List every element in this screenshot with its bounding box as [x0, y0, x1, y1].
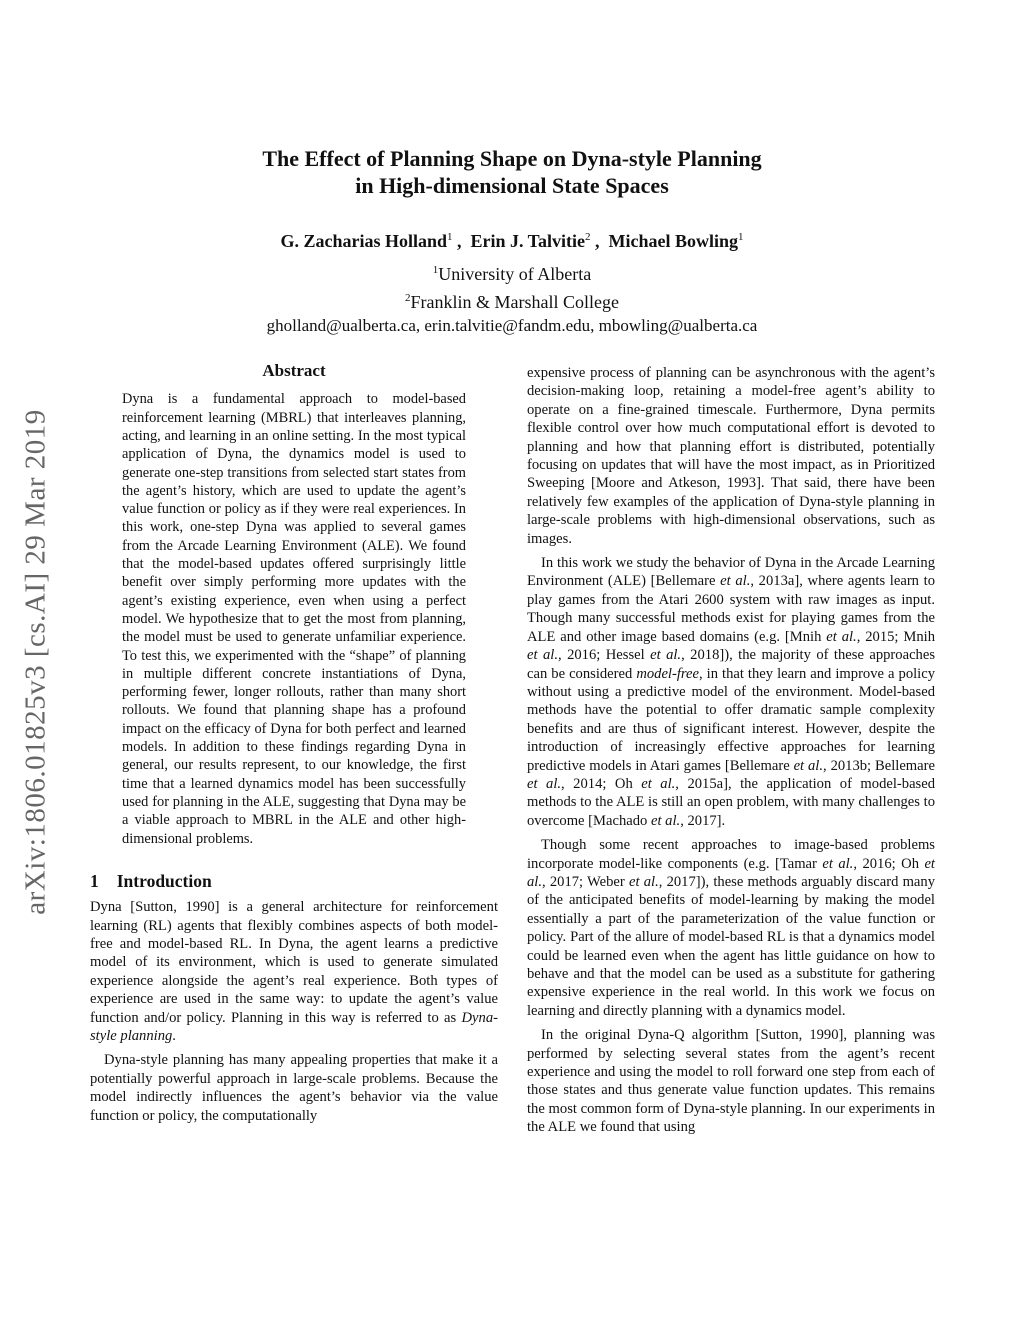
body-paragraph-3 — [527, 836, 935, 1020]
text-run: , 2014; Oh — [561, 775, 642, 792]
text-run: In this work we study the behavior of Dyna in the Arcade Learning Environment (ALE) [Bellemare — [527, 555, 935, 590]
paper-title — [0, 145, 1024, 199]
affil-mark: 1 — [432, 264, 439, 276]
text-run: Though some recent approaches to image-based problems incorporate model-like components (e.g. [Tamar — [527, 837, 935, 872]
emphasis-text: et al. — [651, 812, 681, 829]
text-run: , 2017]), these methods arguably discard many of the anticipated benefits of model-learning by making the model essentially a part of the parameterization of the value function or policy. Part of the allure of model-based RL is that a dynamics model could be learned even when the agent has little guidance on how to behave and that the model can be used as a substitute for gathering expensive experience in the real world. In this work we focus on learning and directly planning with a dynamics model. — [527, 873, 935, 1019]
text-run: , 2017; Weber — [542, 873, 629, 890]
text-run: , 2015a], the application of model-based methods to the ALE is still an open problem, with many challenges to overcome [Machado — [527, 775, 935, 829]
text-run: , 2018]), the majority of these approaches can be considered — [527, 647, 935, 682]
affil-name: Franklin & Marshall College — [410, 292, 619, 312]
right-column — [527, 364, 935, 1137]
emphasis-text: et al. — [527, 775, 562, 792]
text-run: . — [172, 1028, 176, 1045]
intro-paragraph-1 — [90, 898, 498, 1045]
author-name: Michael Bowling — [608, 231, 739, 251]
emphasis-text: et al. — [527, 855, 935, 890]
text-run: , 2013a], where agents learn to play games from the Atari 2600 system with raw images as input. Though many successful methods exist for playing games from the ALE and other image based domains (e.g. [Mnih — [527, 573, 936, 645]
emphasis-text: et al. — [650, 647, 682, 664]
left-column — [90, 362, 498, 1125]
affil-mark: 2 — [405, 292, 411, 304]
text-run: , 2016; Hessel — [557, 647, 651, 664]
title-block — [0, 145, 1024, 338]
emphasis-text: et al. — [527, 647, 558, 664]
text-run: , in that they learn and improve a policy without using a predictive model of the environment. Model-based methods have the potential to offer dramatic sample complexity benefits and are thus of significant interest. However, despite the introduction of increasingly effective approaches for learning predictive models in Atari games [Bellemare — [527, 665, 935, 774]
affiliation — [0, 258, 1024, 286]
text-run: , 2016; Oh — [853, 855, 925, 872]
emphasis-text: et al. — [822, 855, 854, 872]
emphasis-text: et al. — [641, 775, 676, 792]
emphasis-text: model-free — [636, 665, 699, 682]
emphasis-text: et al. — [628, 873, 659, 890]
affil-name: University of Alberta — [438, 264, 592, 284]
text-run: Dyna [Sutton, 1990] is a general architecture for reinforcement learning (RL) agents that flexibly combines aspects of both model-free and model-based RL. In Dyna, the agent learns a predictive model of its environment, which is used to generate simulated experience alongside the agent’s real experience. Both types of experience are used in the same way: to update the agent’s value function and/or policy. Planning in this way is referred to as — [90, 899, 498, 1026]
abstract-text: Dyna is a fundamental approach to model-based reinforcement learning (MBRL) that interleaves planning, acting, and learning in an online setting. In the most typical application of Dyna, the dynamics model is used to generate one-step transitions from selected start states from the agent’s history, which are used to update the agent’s value function or policy as if they were real experiences. In this work, one-step Dyna was applied to several games from the Arcade Learning Environment (ALE). We found that the model-based updates offered surprisingly little benefit over simply performing more updates with the agent’s existing experience, even when using a perfect model. We hypothesize that to get the most from planning, the model must be used to generate unfamiliar experience. To test this, we experimented with the “shape” of planning in multiple different concrete instantiations of Dyna, performing fewer, longer rollouts, rather than many short rollouts. We found that planning shape has a profound impact on the efficacy of Dyna for both perfect and learned models. In addition to these findings regarding Dyna in general, our results represent, to our knowledge, the first time that a learned dynamics model has been successfully used for planning in the ALE, suggesting that Dyna may be a viable approach to MBRL in the ALE and other high-dimensional problems. — [122, 391, 466, 847]
section-number: 1 — [90, 870, 99, 891]
arxiv-side-stamp — [6, 364, 66, 960]
section-heading-introduction — [90, 872, 498, 890]
author-name: G. Zacharias Holland — [280, 231, 447, 251]
intro-paragraph-2: Dyna-style planning has many appealing properties that make it a potentially powerful approach in large-scale problems. Because the model indirectly influences the agent’s behavior via the value function or policy, the computationally — [90, 1052, 498, 1124]
body-paragraph-4: In the original Dyna-Q algorithm [Sutton, 1990], planning was performed by selecting several states from the agent’s recent experience and using the model to roll forward one step from each of those states and thus generate value function updates. This remains the most common form of Dyna-style planning. In our experiments in the ALE we found that using — [527, 1027, 935, 1136]
emphasis-text: et al. — [720, 573, 751, 590]
emphasis-text: et al. — [826, 628, 857, 645]
author-emails: gholland@ualberta.ca, erin.talvitie@fandm.edu, mbowling@ualberta.ca — [266, 316, 758, 335]
body-paragraph-1: expensive process of planning can be asynchronous with the agent’s decision-making loop, retaining a model-free agent’s ability to operate on a fine-grained timescale. Furthermore, Dyna permits flexible control over how much computational effort is devoted to planning and how that planning effort is distributed, potentially focusing on updates that will have the most impact, as in Prioritized Sweeping [Moore and Atkeson, 1993]. That said, there have been relatively few examples of the application of Dyna-style planning in large-scale problems with high-dimensional observations, such as images. — [527, 365, 935, 547]
title-line-1: The Effect of Planning Shape on Dyna-style Planning — [262, 146, 762, 171]
text-run: , 2013b; Bellemare — [823, 757, 935, 774]
text-run: , 2017]. — [680, 812, 726, 829]
abstract-heading: Abstract — [262, 361, 326, 380]
author-affil-mark: 2 — [585, 231, 591, 243]
title-line-2: in High-dimensional State Spaces — [355, 173, 669, 198]
author-list: G. Zacharias Holland$^1$ , Erin J. Talvitie$^2$ , Michael Bowling$^1$ — [280, 231, 744, 251]
author-name: Erin J. Talvitie — [470, 231, 586, 251]
author-affil-mark: 1 — [447, 231, 453, 243]
emphasis-text: Dyna-style planning — [90, 1009, 498, 1045]
section-title: Introduction — [116, 870, 212, 891]
arxiv-identifier: arXiv:1806.01825v3 [cs.AI] 29 Mar 2019 — [19, 409, 52, 915]
body-paragraph-2 — [527, 554, 935, 830]
emphasis-text: et al. — [793, 757, 824, 774]
text-run: , 2015; Mnih — [856, 628, 935, 645]
author-affil-mark: 1 — [738, 231, 744, 243]
affiliation — [0, 286, 1024, 314]
